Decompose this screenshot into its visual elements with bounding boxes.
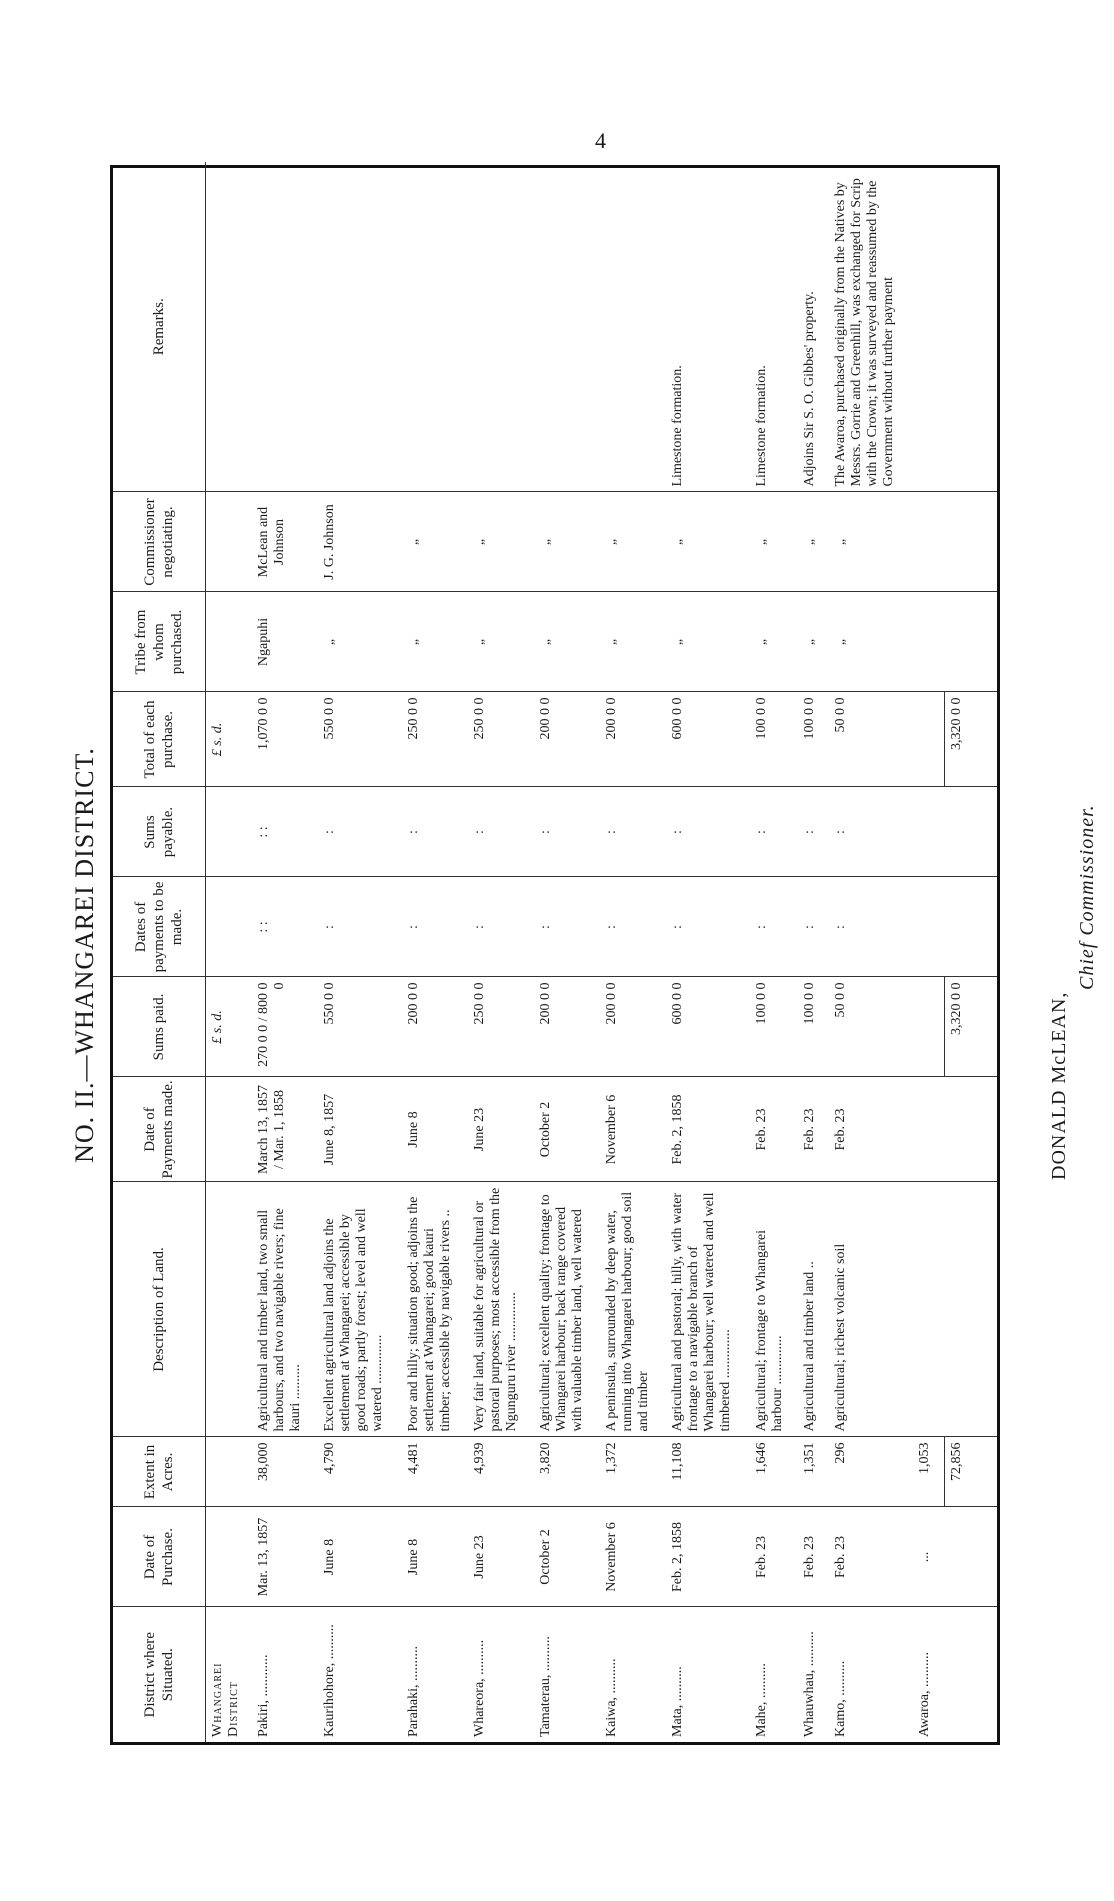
signatory-title: Chief Commissioner. [1076, 804, 1098, 990]
cell-remarks: Limestone formation. [750, 162, 798, 492]
table-row [666, 162, 750, 1742]
cell-description: Poor and hilly; situation good; adjoins the settlement at Whangarei; good kauri timber; accessible by navigable rivers .. [402, 1182, 468, 1437]
signature-block [1045, 560, 1105, 1180]
cell-tribe: „ [468, 592, 534, 692]
cell-date: October 2 [534, 1507, 600, 1607]
cell-district: Pakiri, ............ [256, 1654, 271, 1737]
cell-district: Whauwhau, .......... [802, 1631, 818, 1737]
cell-commissioner: „ [534, 492, 600, 592]
cell-total: 600 0 0 [666, 692, 750, 787]
cell-remarks [318, 162, 402, 492]
cell-commissioner: J. G. Johnson [318, 492, 402, 592]
cell-total: 1,070 0 0 [252, 692, 318, 787]
rotated-document [60, 165, 1020, 1745]
cell-description [913, 1182, 944, 1437]
cell-pay-date: March 13, 1857 / Mar. 1, 1858 [252, 1077, 318, 1182]
cell-description: Agricultural and timber land .. [798, 1182, 829, 1437]
cell-payable: : [666, 787, 750, 877]
col-description: Description of Land. [113, 1182, 206, 1437]
cell-district: Kaurihohore, .......... [322, 1624, 338, 1737]
cell-remarks [402, 162, 468, 492]
cell-pay-date: June 8, 1857 [318, 1077, 402, 1182]
cell-description: A peninsula, surrounded by deep water, running into Whangarei harbour; good soil and timber [600, 1182, 666, 1437]
col-district: District where Situated. [113, 1607, 206, 1742]
cell-future: : [829, 877, 913, 977]
cell-payable: : [318, 787, 402, 877]
cell-payable: : [468, 787, 534, 877]
cell-remarks [252, 162, 318, 492]
cell-paid: 200 0 0 [600, 977, 666, 1077]
cell-payable: : [534, 787, 600, 877]
cell-payable: : : [252, 787, 318, 877]
col-date-purchase: Date of Purchase. [113, 1507, 206, 1607]
col-extent: Extent in Acres. [113, 1437, 206, 1507]
cell-district: Mata, .......... [670, 1666, 686, 1737]
cell-extent: 11,108 [666, 1437, 750, 1507]
cell-tribe: „ [600, 592, 666, 692]
cell-total: 550 0 0 [318, 692, 402, 787]
cell-remarks: The Awaroa, purchased originally from the Natives by Messrs. Gorrie and Greenhill, was exchanged for Scrip with the Crown; it was surveyed and reassumed by the Government without further payment [829, 162, 913, 492]
cell-description: Agricultural; frontage to Whangarei harbour .............. [750, 1182, 798, 1437]
cell-date: Feb. 2, 1858 [666, 1507, 750, 1607]
cell-tribe: „ [534, 592, 600, 692]
district-heading: Whangarei District [210, 1662, 241, 1737]
cell-tribe [913, 592, 944, 692]
cell-total: 250 0 0 [402, 692, 468, 787]
cell-district: Mahe, .......... [754, 1663, 770, 1737]
col-sums-paid: Sums paid. [113, 977, 206, 1077]
cell-tribe: „ [829, 592, 913, 692]
cell-commissioner: „ [600, 492, 666, 592]
currency-units-paid: £ s. d. [206, 977, 253, 1077]
cell-remarks [600, 162, 666, 492]
cell-pay-date: June 8 [402, 1077, 468, 1182]
cell-payable: : [402, 787, 468, 877]
col-dates-future: Dates of payments to be made. [113, 877, 206, 977]
cell-remarks [468, 162, 534, 492]
cell-payable: : [829, 787, 913, 877]
cell-remarks: Adjoins Sir S. O. Gibbes' property. [798, 162, 829, 492]
col-date-payments: Date of Payments made. [113, 1077, 206, 1182]
table-row [468, 162, 534, 1742]
cell-future: : [600, 877, 666, 977]
cell-remarks [913, 162, 944, 492]
cell-commissioner: McLean and Johnson [252, 492, 318, 592]
total-total: 3,320 0 0 [945, 692, 998, 787]
cell-extent: 4,481 [402, 1437, 468, 1507]
cell-commissioner: „ [666, 492, 750, 592]
totals-row [945, 162, 998, 1742]
cell-payable: : [798, 787, 829, 877]
cell-paid: 200 0 0 [534, 977, 600, 1077]
cell-date: Feb. 23 [798, 1507, 829, 1607]
cell-total: 50 0 0 [829, 692, 913, 787]
cell-extent: 1,351 [798, 1437, 829, 1507]
cell-pay-date: November 6 [600, 1077, 666, 1182]
cell-paid: 50 0 0 [829, 977, 913, 1077]
cell-future: : [468, 877, 534, 977]
total-extent: 72,856 [945, 1437, 998, 1507]
cell-total: 200 0 0 [534, 692, 600, 787]
cell-payable: : [600, 787, 666, 877]
cell-commissioner: „ [798, 492, 829, 592]
cell-tribe: „ [318, 592, 402, 692]
cell-total: 100 0 0 [750, 692, 798, 787]
cell-tribe: „ [402, 592, 468, 692]
cell-date: June 23 [468, 1507, 534, 1607]
col-remarks: Remarks. [113, 162, 206, 492]
cell-commissioner: „ [750, 492, 798, 592]
cell-remarks: Limestone formation. [666, 162, 750, 492]
cell-pay-date: June 23 [468, 1077, 534, 1182]
cell-future: : [798, 877, 829, 977]
cell-pay-date [913, 1077, 944, 1182]
currency-units-total: £ s. d. [206, 692, 253, 787]
district-heading-row [206, 162, 253, 1742]
cell-future: : [534, 877, 600, 977]
cell-description: Agricultural and timber land, two small harbours, and two navigable rivers; fine kauri .......... [252, 1182, 318, 1437]
cell-district: Parahaki, .......... [405, 1646, 421, 1737]
cell-paid: 100 0 0 [798, 977, 829, 1077]
cell-tribe: Ngapuhi [252, 592, 318, 692]
cell-paid: 200 0 0 [402, 977, 468, 1077]
cell-total: 250 0 0 [468, 692, 534, 787]
table-row [318, 162, 402, 1742]
cell-future: : [318, 877, 402, 977]
cell-district: Whareora, .......... [471, 1639, 487, 1737]
cell-total [913, 692, 944, 787]
cell-commissioner: „ [468, 492, 534, 592]
table-row [252, 162, 318, 1742]
cell-description: Agricultural and pastoral; hilly, with water frontage to a navigable branch of Whangarei harbour; well watered and well timbered .............. [666, 1182, 750, 1437]
table-row [829, 162, 913, 1742]
cell-extent: 4,790 [318, 1437, 402, 1507]
cell-pay-date: Feb. 23 [798, 1077, 829, 1182]
table-row [402, 162, 468, 1742]
cell-paid: 550 0 0 [318, 977, 402, 1077]
cell-date: November 6 [600, 1507, 666, 1607]
table-row [798, 162, 829, 1742]
cell-pay-date: Feb. 23 [750, 1077, 798, 1182]
cell-date: June 8 [402, 1507, 468, 1607]
page-number: 4 [595, 128, 606, 153]
cell-tribe: „ [750, 592, 798, 692]
cell-district: Kaiwa, .......... [604, 1658, 620, 1737]
cell-extent: 1,053 [913, 1437, 944, 1507]
table-row [600, 162, 666, 1742]
cell-future: : [750, 877, 798, 977]
cell-date: June 8 [318, 1507, 402, 1607]
cell-future: : [402, 877, 468, 977]
cell-future: : : [252, 877, 318, 977]
header-row [113, 162, 206, 1742]
cell-paid: 100 0 0 [750, 977, 798, 1077]
cell-district: Tamaterau, .......... [538, 1636, 554, 1737]
cell-description: Excellent agricultural land adjoins the settlement at Whangarei; accessible by good roads; partly forest; level and well watered .............. [318, 1182, 402, 1437]
cell-date: ... [913, 1507, 944, 1607]
document-title: NO. II.—WHANGAREI DISTRICT. [70, 747, 99, 1163]
cell-district: Kamo, .......... [833, 1660, 849, 1737]
cell-tribe: „ [666, 592, 750, 692]
cell-district: Awaroa, .......... [917, 1651, 933, 1737]
cell-extent: 1,372 [600, 1437, 666, 1507]
cell-pay-date: October 2 [534, 1077, 600, 1182]
signatory-name: DONALD McLEAN, [1048, 991, 1070, 1180]
cell-date: Feb. 23 [829, 1507, 913, 1607]
col-total: Total of each purchase. [113, 692, 206, 787]
cell-extent: 4,939 [468, 1437, 534, 1507]
cell-commissioner: „ [402, 492, 468, 592]
cell-future: : [666, 877, 750, 977]
cell-description: Agricultural; excellent quality; frontage to Whangarei harbour; back range covered with valuable timber land, well watered [534, 1182, 600, 1437]
cell-description: Agricultural; richest volcanic soil [829, 1182, 913, 1437]
col-sums-payable: Sums payable. [113, 787, 206, 877]
cell-paid [913, 977, 944, 1077]
cell-extent: 38,000 [252, 1437, 318, 1507]
cell-date: Feb. 23 [750, 1507, 798, 1607]
cell-remarks [534, 162, 600, 492]
cell-extent: 296 [829, 1437, 913, 1507]
cell-extent: 3,820 [534, 1437, 600, 1507]
cell-commissioner [913, 492, 944, 592]
col-commissioner: Commissioner negotiating. [113, 492, 206, 592]
table-row [534, 162, 600, 1742]
cell-pay-date: Feb. 2, 1858 [666, 1077, 750, 1182]
cell-pay-date: Feb. 23 [829, 1077, 913, 1182]
cell-tribe: „ [798, 592, 829, 692]
purchase-table [113, 162, 997, 1742]
cell-paid: 270 0 0 / 800 0 0 [252, 977, 318, 1077]
cell-description: Very fair land, suitable for agricultural or pastoral purposes; most accessible from the Ngunguru river .............. [468, 1182, 534, 1437]
table-row [913, 162, 944, 1742]
cell-payable: : [750, 787, 798, 877]
cell-future [913, 877, 944, 977]
cell-total: 200 0 0 [600, 692, 666, 787]
total-paid: 3,320 0 0 [945, 977, 998, 1077]
cell-paid: 250 0 0 [468, 977, 534, 1077]
col-tribe: Tribe from whom purchased. [113, 592, 206, 692]
cell-commissioner: „ [829, 492, 913, 592]
cell-paid: 600 0 0 [666, 977, 750, 1077]
table-row [750, 162, 798, 1742]
purchase-ledger [110, 165, 1000, 1745]
cell-total: 100 0 0 [798, 692, 829, 787]
cell-payable [913, 787, 944, 877]
cell-date: Mar. 13, 1857 [252, 1507, 318, 1607]
cell-extent: 1,646 [750, 1437, 798, 1507]
